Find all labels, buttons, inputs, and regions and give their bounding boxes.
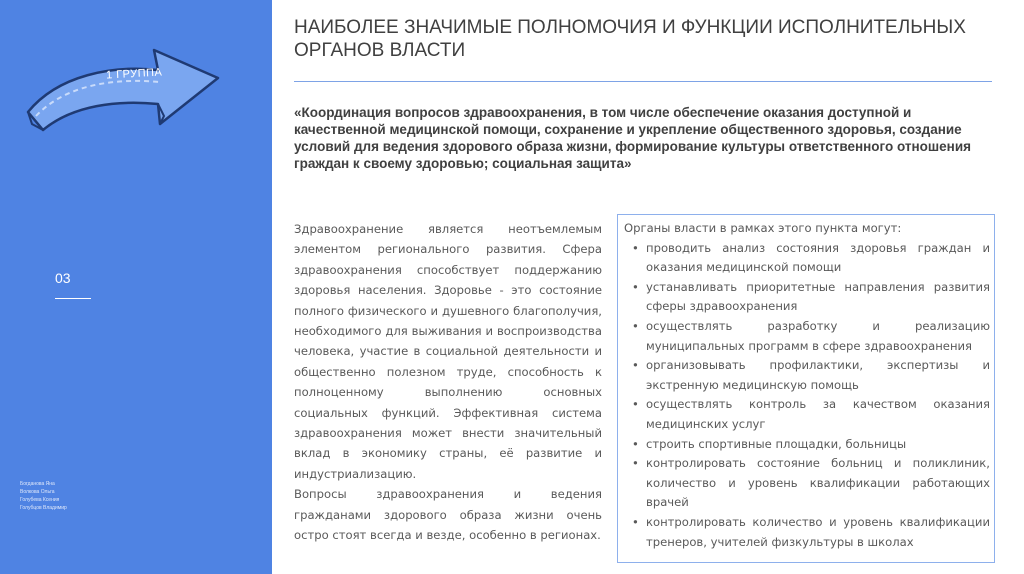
bullet-icon: •	[632, 240, 639, 255]
description-paragraph: Вопросы здравоохранения и ведения гражданами здорового образа жизни очень остро стоят всегда и везде, особенно в регионах.	[294, 487, 602, 543]
functions-intro: Органы власти в рамках этого пункта могут:	[624, 221, 902, 235]
list-item: • контролировать состояние больниц и поликлиник, количество и уровень квалификации работающих врачей	[632, 456, 990, 510]
functions-list	[624, 239, 990, 553]
healthcare-description	[294, 219, 602, 546]
list-item: • проводить анализ состояния здоровья граждан и оказания медицинской помощи	[632, 240, 990, 275]
author-name: Богданова Яна	[20, 481, 55, 487]
group-label: 1 ГРУППА	[105, 66, 163, 82]
author-name: Волкова Ольга	[20, 489, 55, 495]
slide-number-underline	[55, 298, 91, 299]
author-name: Голубева Ксения	[20, 497, 60, 503]
bullet-icon: •	[632, 318, 639, 333]
list-item: • организовывать профилактики, экспертизы и экстренную медицинскую помощь	[632, 358, 990, 392]
bullet-icon: •	[632, 456, 639, 471]
bullet-icon: •	[632, 358, 639, 373]
list-item: • осуществлять разработку и реализацию муниципальных программ в сфере здравоохранения	[632, 318, 990, 353]
sidebar-panel	[0, 0, 272, 574]
bullet-icon: •	[632, 436, 639, 451]
slide-number: 03	[55, 270, 71, 286]
bullet-icon: •	[632, 514, 639, 529]
bullet-icon: •	[632, 279, 639, 294]
authors-list	[20, 480, 67, 512]
description-paragraph: Здравоохранение является неотъемлемым элементом регионального развития. Сфера здравоохранения способствует поддержанию здоровья населения. Здоровье - это состояние полного физического и душевного благополучия, необходимого для выживания и воспроизводства человека, участие в социальной деятельности и общественно полезном труде, способность к полноценному выполнению основных социальных функций. Эффективная система здравоохранения может внести значительный вклад в экономику страны, её развитие и индустриализацию.	[294, 222, 602, 481]
author-name: Голубцов Владимир	[20, 505, 67, 511]
title-divider	[294, 81, 992, 82]
functions-box	[617, 214, 995, 563]
slide-title: НАИБОЛЕЕ ЗНАЧИМЫЕ ПОЛНОМОЧИЯ И ФУНКЦИИ ИСПОЛНИТЕЛЬНЫХ ОРГАНОВ ВЛАСТИ	[294, 17, 966, 61]
list-item: • осуществлять контроль за качеством оказания медицинских услуг	[632, 397, 990, 431]
list-item: • контролировать количество и уровень квалификации тренеров, учителей физкультуры в школах	[632, 514, 990, 549]
list-item: • устанавливать приоритетные направления развития сферы здравоохранения	[632, 279, 990, 314]
list-item: • строить спортивные площадки, больницы	[624, 435, 990, 455]
bullet-icon: •	[632, 397, 639, 412]
quote-text: «Координация вопросов здравоохранения, в том числе обеспечение оказания доступной и качественной медицинской помощи, сохранение и укрепление общественного здоровья, создание условий для ведения здорового образа жизни, формирование культуры ответственного отношения граждан к своему здоровью; социальная защита»	[294, 105, 972, 171]
